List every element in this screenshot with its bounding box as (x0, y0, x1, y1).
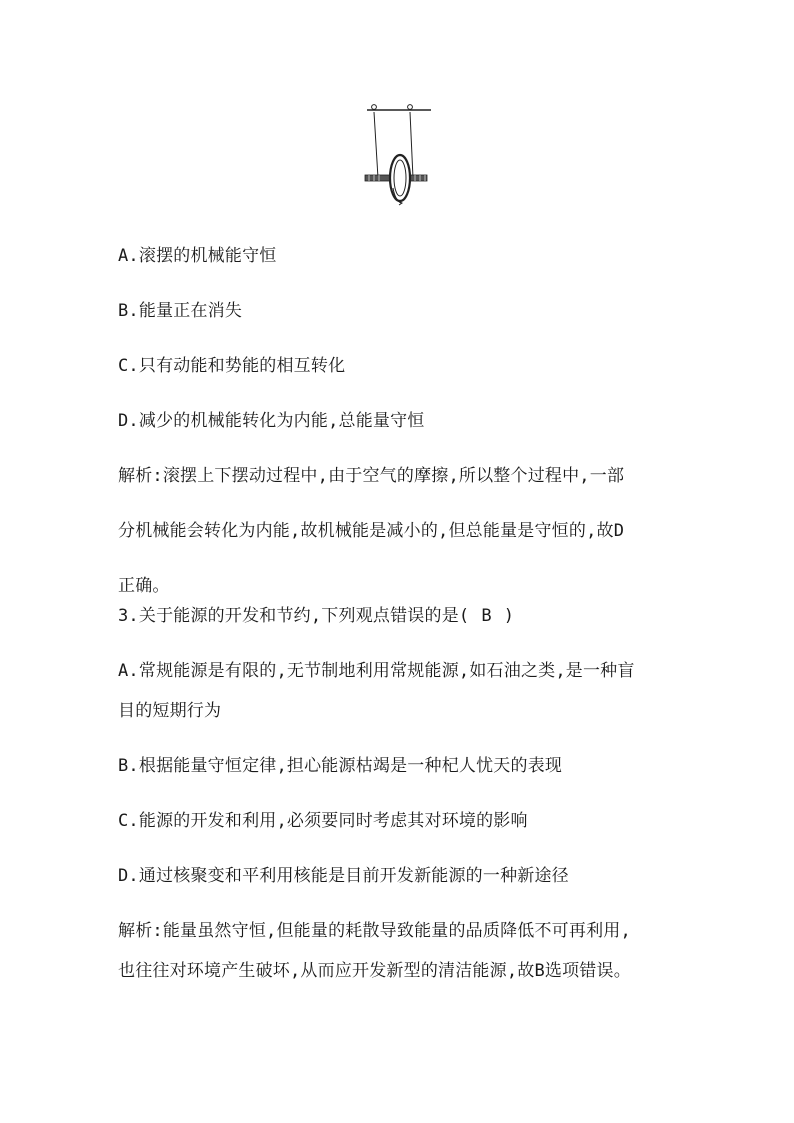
q3-option-c: C.能源的开发和利用,必须要同时考虑其对环境的影响 (118, 811, 528, 831)
q3-option-a-line-2: 目的短期行为 (118, 701, 222, 721)
q3-stem-suffix: ) (503, 606, 515, 626)
q3-answer: B (481, 606, 492, 626)
q3-option-a-line-1: A.常规能源是有限的,无节制地利用常规能源,如石油之类,是一种盲 (118, 661, 635, 681)
q2-option-a: A.滚摆的机械能守恒 (118, 246, 277, 266)
q2-analysis-line-3: 正确。 (118, 576, 170, 596)
q2-option-d: D.减少的机械能转化为内能,总能量守恒 (118, 411, 425, 431)
q3-option-d: D.通过核聚变和平利用核能是目前开发新能源的一种新途径 (118, 866, 569, 886)
q2-analysis-line-1: 解析:滚摆上下摆动过程中,由于空气的摩擦,所以整个过程中,一部 (118, 466, 625, 486)
q3-option-b: B.根据能量守恒定律,担心能源枯竭是一种杞人忧天的表现 (118, 756, 563, 776)
maxwell-pendulum-icon (355, 98, 445, 210)
q2-analysis-line-2: 分机械能会转化为内能,故机械能是减小的,但总能量是守恒的,故D (118, 521, 625, 541)
q3-analysis-line-2: 也往往对环境产生破坏,从而应开发新型的清洁能源,故B选项错误。 (118, 961, 631, 981)
q2-option-b: B.能量正在消失 (118, 301, 243, 321)
q3-analysis-line-1: 解析:能量虽然守恒,但能量的耗散导致能量的品质降低不可再利用, (118, 921, 631, 941)
q3-stem (118, 605, 514, 627)
q3-stem-prefix: 3.关于能源的开发和节约,下列观点错误的是( (118, 606, 470, 626)
q2-option-c: C.只有动能和势能的相互转化 (118, 356, 346, 376)
